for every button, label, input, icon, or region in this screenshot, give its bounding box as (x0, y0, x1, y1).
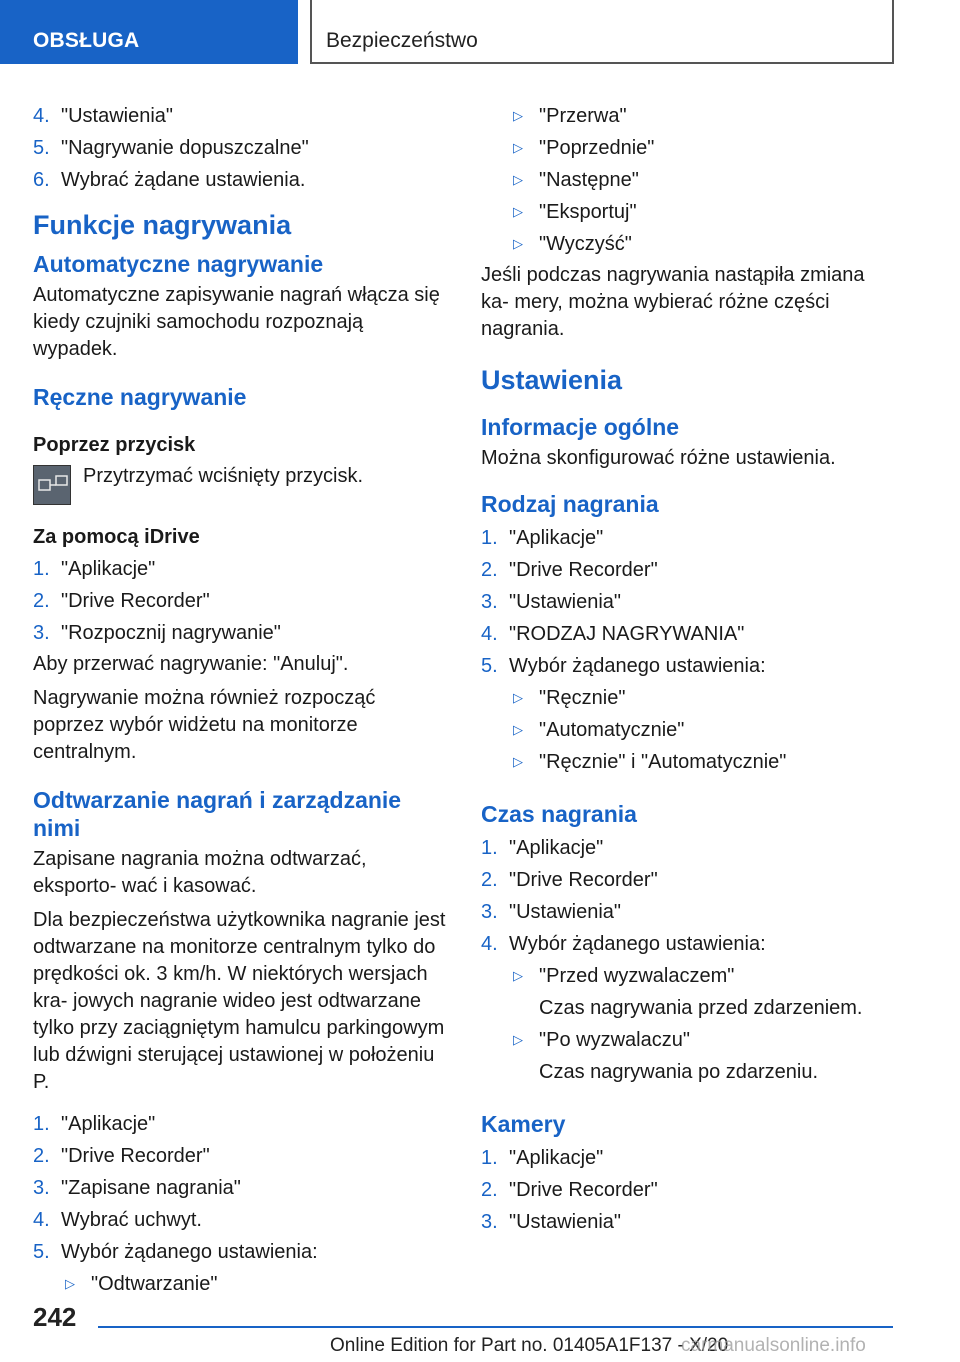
step-text: "Drive Recorder" (61, 1145, 210, 1167)
triangle-right-icon: ▷ (513, 690, 523, 705)
page-header (0, 0, 960, 66)
bullet-text: "Przed wyzwalaczem" (539, 965, 735, 987)
heading-reczne-nagrywanie: Ręczne nagrywanie (33, 384, 247, 410)
heading-za-pomoca-idrive: Za pomocą iDrive (33, 526, 200, 548)
list-item (33, 1172, 451, 1204)
list-item (33, 1140, 451, 1172)
step-text: "Drive Recorder" (509, 1179, 658, 1201)
bullet-item (509, 960, 881, 992)
step-number: 2. (481, 559, 498, 581)
bullet-text: "Przerwa" (539, 105, 627, 127)
chapter-title: Bezpieczeństwo (326, 29, 478, 52)
playback-options (481, 100, 881, 260)
paragraph-info: Można skonfigurować różne ustawienia. (481, 447, 836, 469)
step-number: 2. (33, 590, 50, 612)
section-tab (0, 0, 298, 64)
step-number: 4. (33, 1209, 50, 1231)
step-number: 1. (33, 558, 50, 580)
bullet-item (509, 228, 881, 260)
list-item (481, 650, 881, 682)
step-text: Wybór żądanego ustawienia: (509, 655, 766, 677)
step-text: "Aplikacje" (509, 1147, 604, 1169)
bullet-text: "Po wyzwalaczu" (539, 1029, 690, 1051)
step-text: "Ustawienia" (509, 1211, 622, 1233)
odtwarzanie-steps (33, 1108, 451, 1268)
step-number: 2. (481, 1179, 498, 1201)
list-item (33, 1108, 451, 1140)
paragraph-auto: Automatyczne zapisywanie nagrań włącza się kiedy czujniki samochodu rozpoznają wypadek. (33, 284, 440, 360)
bullet-text: "Następne" (539, 169, 639, 191)
bullet-note: Czas nagrywania po zdarzeniu. (539, 1061, 819, 1083)
bullet-text: "Ręcznie" (539, 687, 626, 709)
record-button-icon (33, 465, 71, 505)
list-item (33, 132, 451, 164)
step-number: 1. (481, 527, 498, 549)
step-text: "Drive Recorder" (509, 869, 658, 891)
step-number: 3. (481, 591, 498, 613)
edition-text: Online Edition for Part no. 01405A1F137 - X/20 (330, 1335, 729, 1356)
step-text: "Rozpocznij nagrywanie" (61, 622, 281, 644)
step-text: "Zapisane nagrania" (61, 1177, 241, 1199)
list-item (33, 164, 451, 196)
list-item (33, 553, 451, 585)
right-column (481, 100, 881, 1238)
watermark: carmanualsonline.info (681, 1335, 866, 1356)
step-number: 4. (481, 623, 498, 645)
idrive-steps (33, 553, 451, 649)
rodzaj-steps (481, 522, 881, 682)
step-text: "Aplikacje" (509, 527, 604, 549)
triangle-right-icon: ▷ (513, 1032, 523, 1047)
step-number: 1. (481, 837, 498, 859)
step-number: 4. (33, 105, 50, 127)
step-text: Wybór żądanego ustawienia: (61, 1241, 318, 1263)
step-text: "Ustawienia" (509, 591, 622, 613)
bullet-item (509, 1024, 881, 1056)
list-item (481, 928, 881, 960)
list-item (33, 617, 451, 649)
step-text: "Nagrywanie dopuszczalne" (61, 137, 309, 159)
step-number: 4. (481, 933, 498, 955)
paragraph-kamera: Jeśli podczas nagrywania nastąpiła zmiana ka‐ mery, można wybierać różne części nagrania. (481, 264, 865, 340)
chapter-tab (310, 0, 894, 64)
step-number: 2. (481, 869, 498, 891)
list-item (33, 1236, 451, 1268)
heading-informacje-ogolne: Informacje ogólne (481, 414, 680, 440)
step-text: "RODZAJ NAGRYWANIA" (509, 623, 745, 645)
step-number: 3. (481, 1211, 498, 1233)
heading-odtwarzanie: Odtwarzanie nagrań i zarządzanie nimi (33, 787, 402, 841)
list-item (481, 554, 881, 586)
intro-steps (33, 100, 451, 196)
list-item (481, 1206, 881, 1238)
bullet-text: "Poprzednie" (539, 137, 655, 159)
step-number: 1. (481, 1147, 498, 1169)
czas-options-2 (481, 1024, 881, 1056)
heading-funkcje-nagrywania: Funkcje nagrywania (33, 210, 292, 240)
triangle-right-icon: ▷ (513, 204, 523, 219)
kamery-steps (481, 1142, 881, 1238)
bullet-text: "Eksportuj" (539, 201, 637, 223)
czas-steps (481, 832, 881, 960)
triangle-right-icon: ▷ (65, 1276, 75, 1291)
step-number: 2. (33, 1145, 50, 1167)
step-number: 6. (33, 169, 50, 191)
bullet-item (509, 164, 881, 196)
odtwarzanie-options (33, 1268, 451, 1300)
heading-rodzaj-nagrania: Rodzaj nagrania (481, 491, 659, 517)
step-text: "Aplikacje" (61, 558, 156, 580)
list-item (481, 1142, 881, 1174)
paragraph-anuluj: Aby przerwać nagrywanie: "Anuluj". (33, 653, 349, 675)
list-item (481, 864, 881, 896)
step-text: Wybór żądanego ustawienia: (509, 933, 766, 955)
button-instruction (33, 465, 451, 505)
triangle-right-icon: ▷ (513, 968, 523, 983)
step-text: Wybrać żądane ustawienia. (61, 169, 306, 191)
heading-poprzez-przycisk: Poprzez przycisk (33, 434, 196, 456)
heading-ustawienia: Ustawienia (481, 365, 623, 395)
triangle-right-icon: ▷ (513, 722, 523, 737)
rodzaj-options (481, 682, 881, 778)
bullet-item (509, 714, 881, 746)
step-number: 5. (33, 137, 50, 159)
step-text: "Drive Recorder" (509, 559, 658, 581)
step-text: "Aplikacje" (509, 837, 604, 859)
triangle-right-icon: ▷ (513, 236, 523, 251)
step-number: 3. (33, 622, 50, 644)
list-item (33, 1204, 451, 1236)
step-text: "Aplikacje" (61, 1113, 156, 1135)
bullet-item (509, 682, 881, 714)
page-number: 242 (33, 1302, 77, 1332)
step-text: "Ustawienia" (509, 901, 622, 923)
step-text: Wybrać uchwyt. (61, 1209, 202, 1231)
step-text: "Drive Recorder" (61, 590, 210, 612)
list-item (33, 585, 451, 617)
step-number: 3. (33, 1177, 50, 1199)
triangle-right-icon: ▷ (513, 108, 523, 123)
button-instruction-text: Przytrzymać wciśnięty przycisk. (83, 465, 364, 487)
step-text: "Ustawienia" (61, 105, 174, 127)
paragraph-odtwarzanie-2: Dla bezpieczeństwa użytkownika nagranie jest odtwarzane na monitorze centralnym tylko do prędkości ok. 3 km/h. W niektórych wersjach kra‐ jowych nagranie wideo jest odtwarzane tylko przy zaciągniętym hamulcu parkingowym lub dźwigni sterującej ustawionej w położeniu P. (33, 909, 446, 1093)
bullet-text: "Wyczyść" (539, 233, 632, 255)
bullet-note: Czas nagrywania przed zdarzeniem. (539, 997, 863, 1019)
footer-divider (98, 1326, 893, 1328)
heading-czas-nagrania: Czas nagrania (481, 801, 637, 827)
list-item (481, 1174, 881, 1206)
triangle-right-icon: ▷ (513, 140, 523, 155)
step-number: 5. (33, 1241, 50, 1263)
step-number: 1. (33, 1113, 50, 1135)
bullet-item (509, 100, 881, 132)
bullet-item (509, 132, 881, 164)
list-item (481, 586, 881, 618)
paragraph-widget: Nagrywanie można również rozpocząć poprzez wybór widżetu na monitorze centralnym. (33, 687, 376, 763)
bullet-text: "Automatycznie" (539, 719, 685, 741)
list-item (481, 832, 881, 864)
paragraph-odtwarzanie-1: Zapisane nagrania można odtwarzać, eksporto‐ wać i kasować. (33, 848, 367, 897)
bullet-item (61, 1268, 451, 1300)
left-column (33, 100, 451, 1300)
bullet-text: "Ręcznie" i "Automatycznie" (539, 751, 787, 773)
triangle-right-icon: ▷ (513, 172, 523, 187)
bullet-item (509, 196, 881, 228)
list-item (481, 618, 881, 650)
bullet-text: "Odtwarzanie" (91, 1273, 218, 1295)
list-item (481, 896, 881, 928)
czas-options (481, 960, 881, 992)
step-number: 5. (481, 655, 498, 677)
heading-automatyczne-nagrywanie: Automatyczne nagrywanie (33, 251, 324, 277)
list-item (481, 522, 881, 554)
step-number: 3. (481, 901, 498, 923)
heading-kamery: Kamery (481, 1111, 566, 1137)
triangle-right-icon: ▷ (513, 754, 523, 769)
section-title: OBSŁUGA (33, 29, 140, 52)
list-item (33, 100, 451, 132)
bullet-item (509, 746, 881, 778)
